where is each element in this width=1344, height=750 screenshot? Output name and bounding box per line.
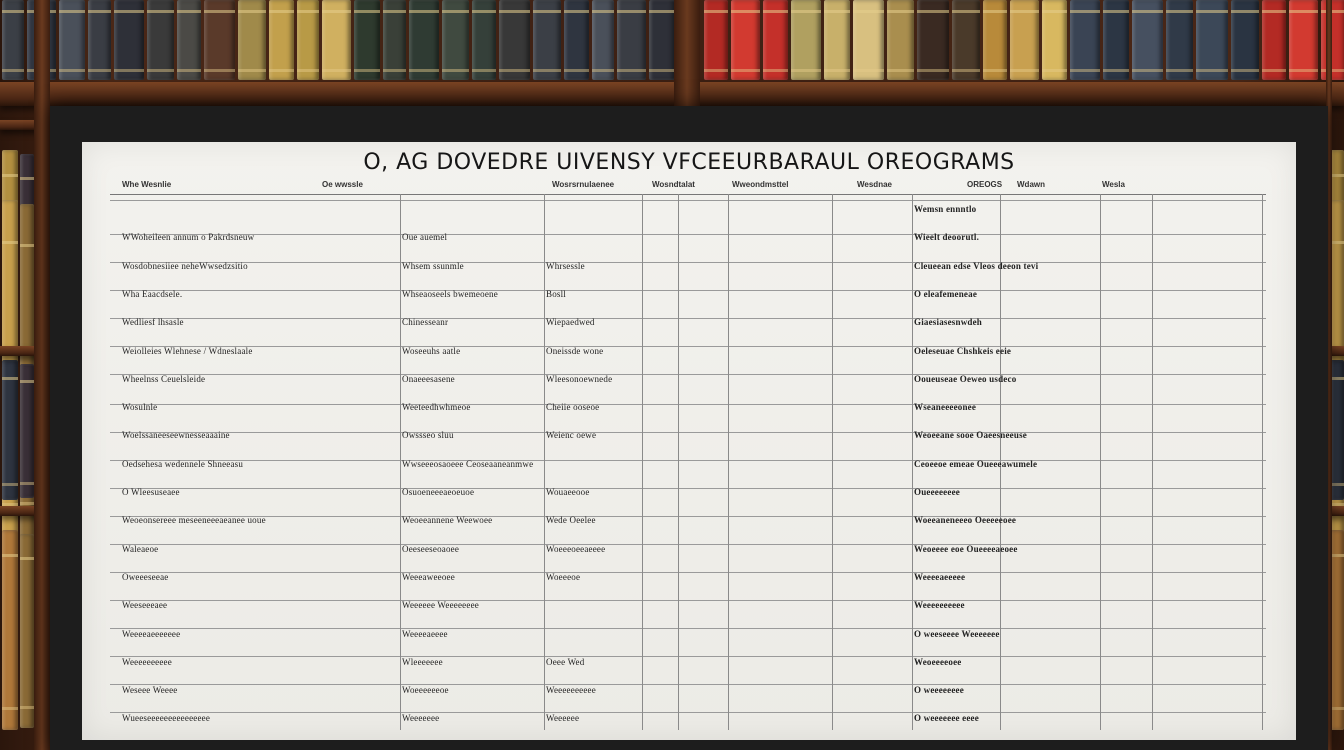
table-cell-c1: Waleaeoe — [122, 543, 159, 554]
table-cell-c2: Woseeuhs aatle — [402, 345, 461, 356]
row-divider — [110, 712, 1266, 713]
book-spine — [824, 0, 850, 80]
table-cell-c1: Weeeeeeeeee — [122, 656, 172, 667]
table-cell-c1: Weeeeaeeeeeee — [122, 628, 181, 639]
table-cell-c1: Wosulnle — [122, 402, 158, 413]
book-spine — [791, 0, 821, 80]
book-spine — [383, 0, 406, 80]
book-spine — [649, 0, 675, 80]
column-divider — [832, 194, 833, 730]
book-spine — [238, 0, 266, 80]
table-cell-c1: Weseee Weeee — [122, 685, 178, 696]
table-cell-c2: Whsem ssunmle — [402, 260, 464, 271]
row-divider — [110, 684, 1266, 685]
book-spine — [147, 0, 174, 80]
table-cell-c2: Woeeeeeeoe — [402, 685, 449, 696]
column-header: Wweondmsttel — [732, 180, 789, 189]
book-spine — [2, 0, 24, 80]
row-divider — [110, 200, 1266, 201]
table-cell-c3: Wiepaedwed — [546, 317, 595, 328]
table-cell-c3: Wede Oeelee — [546, 515, 596, 526]
book-spine — [1070, 0, 1100, 80]
table-cell-c4: Ceoeeoe emeae Oueeeawumele — [914, 458, 1038, 469]
row-divider — [110, 600, 1266, 601]
table-cell-c2: Weeeaweeoee — [402, 571, 455, 582]
column-header: Whe Wesnlie — [122, 180, 172, 189]
book-spine — [1010, 0, 1039, 80]
book-spine — [592, 0, 614, 80]
column-divider — [1262, 194, 1263, 730]
book-spine — [114, 0, 144, 80]
table-cell-c3: Weienc oewe — [546, 430, 597, 441]
column-header: Wosrsrnulaenee — [552, 180, 615, 189]
table-cell-c2: Weeeeeee — [402, 713, 440, 724]
book-spine — [887, 0, 914, 80]
table-cell-c2: Wleeeeeee — [402, 656, 443, 667]
row-divider — [110, 404, 1266, 405]
table-cell-c1: Wueeseeeeeeeeeeeeeee — [122, 713, 211, 724]
book-spine — [1196, 0, 1228, 80]
row-divider — [110, 374, 1266, 375]
book-spine — [409, 0, 439, 80]
table-cell-c3: Oneissde wone — [546, 345, 604, 356]
row-divider — [110, 346, 1266, 347]
column-header: OREOGS — [967, 180, 1003, 189]
book-spine — [1231, 0, 1259, 80]
program-board — [82, 142, 1296, 740]
row-divider — [110, 262, 1266, 263]
column-divider — [1152, 194, 1153, 730]
row-divider — [110, 318, 1266, 319]
table-cell-c4: Ooueuseae Oeweo usdeco — [914, 373, 1017, 384]
book-spine — [2, 530, 18, 730]
book-spine — [1132, 0, 1163, 80]
table-cell-c4: Weeeeeeeeee — [914, 600, 965, 611]
book-spine — [617, 0, 646, 80]
column-header: Wosndtalat — [652, 180, 695, 189]
table-cell-c4: Cleueean edse Vleos deeon tevi — [914, 260, 1039, 271]
table-cell-c4: O weeeeeeee — [914, 685, 964, 696]
book-spine — [917, 0, 949, 80]
book-spine — [322, 0, 351, 80]
column-header: Wesla — [1102, 180, 1125, 189]
table-cell-c1: O Wleesuseaee — [122, 487, 180, 497]
table-cell-c3: Oeee Wed — [546, 656, 585, 667]
table-cell-c3: Woeeeoeeaeeee — [546, 543, 606, 554]
table-cell-c4: Giaesiasesnwdeh — [914, 317, 983, 328]
row-divider — [110, 628, 1266, 629]
book-spine — [20, 364, 34, 498]
book-spine — [704, 0, 728, 80]
book-spine — [1042, 0, 1067, 80]
book-spine — [731, 0, 760, 80]
table-cell-c4: Wseaneeeeonee — [914, 402, 977, 413]
book-spine — [20, 534, 34, 728]
table-cell-c2: Weeeeaeeee — [402, 628, 448, 639]
table-cell-c1: Wheelnss Ceuelsleide — [122, 373, 206, 384]
table-cell-c4: O weeseeee Weeeeeee — [914, 628, 1000, 639]
table-cell-c1: Weiolleies Wlehnese / Wdneslaale — [122, 345, 253, 356]
shelf-plank — [0, 82, 1344, 106]
row-divider — [110, 290, 1266, 291]
table-cell-c4: Oueeeeeeee — [914, 487, 960, 497]
row-divider — [110, 432, 1266, 433]
table-cell-c3: Weeeeee — [546, 713, 580, 724]
column-divider — [678, 194, 679, 730]
table-cell-c3: Wouaeeooe — [546, 487, 590, 497]
table-cell-c3: Weeeeeeeeee — [546, 685, 596, 696]
table-cell-c4: Weoeeee eoe Oueeeeaeoee — [914, 543, 1018, 554]
column-divider — [400, 194, 401, 730]
book-spine — [1103, 0, 1129, 80]
book-spine — [297, 0, 319, 80]
book-spine — [564, 0, 589, 80]
table-cell-c2: Chinesseanr — [402, 317, 449, 328]
shelf-divider — [34, 0, 50, 750]
book-spine — [1330, 530, 1344, 730]
book-spine — [442, 0, 469, 80]
table-cell-c1: Weoeonsereee meseeneeeaeanee uoue — [122, 515, 266, 526]
table-cell-c1: Wosdobnesiiee neheWwsedzsitio — [122, 260, 248, 271]
table-cell-c4: O weeeeeee eeee — [914, 713, 979, 724]
table-cell-c4: Weoeeane sooe Oaeesneeuse — [914, 430, 1027, 441]
table-cell-c4: O eleafemeneae — [914, 288, 978, 299]
row-divider — [110, 516, 1266, 517]
book-spine — [177, 0, 201, 80]
table-cell-c2: Wwseeeosaoeee Ceoseaaneanmwe — [402, 458, 534, 469]
book-spine — [59, 0, 85, 80]
table-cell-c2: Whseaoseels bwemeoene — [402, 288, 498, 299]
book-spine — [1262, 0, 1286, 80]
table-cell-c3: Woeeeoe — [546, 571, 581, 582]
book-spine — [354, 0, 380, 80]
table-cell-c1: Oweeeseeae — [122, 571, 169, 582]
table-cell-c1: Weeseeeaee — [122, 600, 168, 611]
column-divider — [544, 194, 545, 730]
book-spine — [1321, 0, 1344, 80]
table-cell-c3: Wleesonoewnede — [546, 373, 613, 384]
table-cell-c3: Bosll — [546, 288, 567, 299]
book-spine — [2, 360, 18, 500]
table-cell-c2: Weoeeannene Weewoee — [402, 515, 493, 526]
row-divider — [110, 460, 1266, 461]
table-cell-c3: Cheiie ooseoe — [546, 402, 600, 413]
row-divider — [110, 544, 1266, 545]
board-title: O, AG DOVEDRE UIVENSY VFCEEURBARAUL OREOGRAMS — [363, 150, 1015, 175]
book-spine — [499, 0, 530, 80]
table-cell-c3: Whrsessle — [546, 260, 585, 271]
column-header: Wdawn — [1017, 180, 1045, 189]
book-spine — [952, 0, 980, 80]
row-divider — [110, 572, 1266, 573]
book-spine — [1330, 360, 1344, 500]
book-spine — [204, 0, 235, 80]
row-divider — [110, 656, 1266, 657]
book-spine — [983, 0, 1007, 80]
column-divider — [1100, 194, 1101, 730]
column-divider — [912, 194, 913, 730]
table-cell-c1: Wha Eaacdsele. — [122, 288, 183, 299]
row-divider — [110, 234, 1266, 235]
table-cell-c2: Oeeseeseoaoee — [402, 543, 460, 554]
shelf-divider — [674, 0, 700, 106]
table-cell-c2: Weeeeee Weeeeeeee — [402, 600, 479, 611]
header-divider — [110, 194, 1266, 195]
table-cell-c4: Oeleseuae Chshkeis eeie — [914, 345, 1012, 356]
table-cell-c4: Wieelt deoorutl. — [914, 232, 980, 243]
table-cell-c2: Oue auemel — [402, 232, 448, 243]
column-divider — [642, 194, 643, 730]
book-spine — [1289, 0, 1318, 80]
column-header: Oe wwssle — [322, 180, 363, 189]
column-divider — [728, 194, 729, 730]
table-cell-c1: Wedliesf lhsasle — [122, 317, 184, 328]
book-spine — [763, 0, 788, 80]
table-cell-c4: Woeeaneneeeo Oeeeeeoee — [914, 515, 1017, 526]
table-cell-c1: WWoheileen annum o Pakrdsneuw — [122, 232, 255, 243]
table-cell-c1: Oedsehesa wedennele Shneeasu — [122, 458, 244, 469]
table-cell-c4: Wemsn ennntlo — [914, 204, 977, 214]
table-cell-c2: Owssseo sluu — [402, 430, 454, 441]
table-cell-c4: Weeeeaeeeee — [914, 571, 966, 582]
column-header: Wesdnae — [857, 180, 892, 189]
book-spine — [853, 0, 884, 80]
book-spine — [472, 0, 496, 80]
table-cell-c2: Weeteedhwhmeoe — [402, 402, 471, 413]
table-cell-c2: Osuoeneeeaeoeuoe — [402, 487, 475, 497]
table-cell-c4: Weoeeeeoee — [914, 656, 962, 667]
book-spine — [88, 0, 111, 80]
book-spine — [1166, 0, 1193, 80]
table-cell-c1: Woelssaneeseewnesseaaaine — [122, 430, 230, 441]
book-spine — [269, 0, 294, 80]
row-divider — [110, 488, 1266, 489]
book-spine — [533, 0, 561, 80]
table-cell-c2: Onaeeesasene — [402, 373, 455, 384]
